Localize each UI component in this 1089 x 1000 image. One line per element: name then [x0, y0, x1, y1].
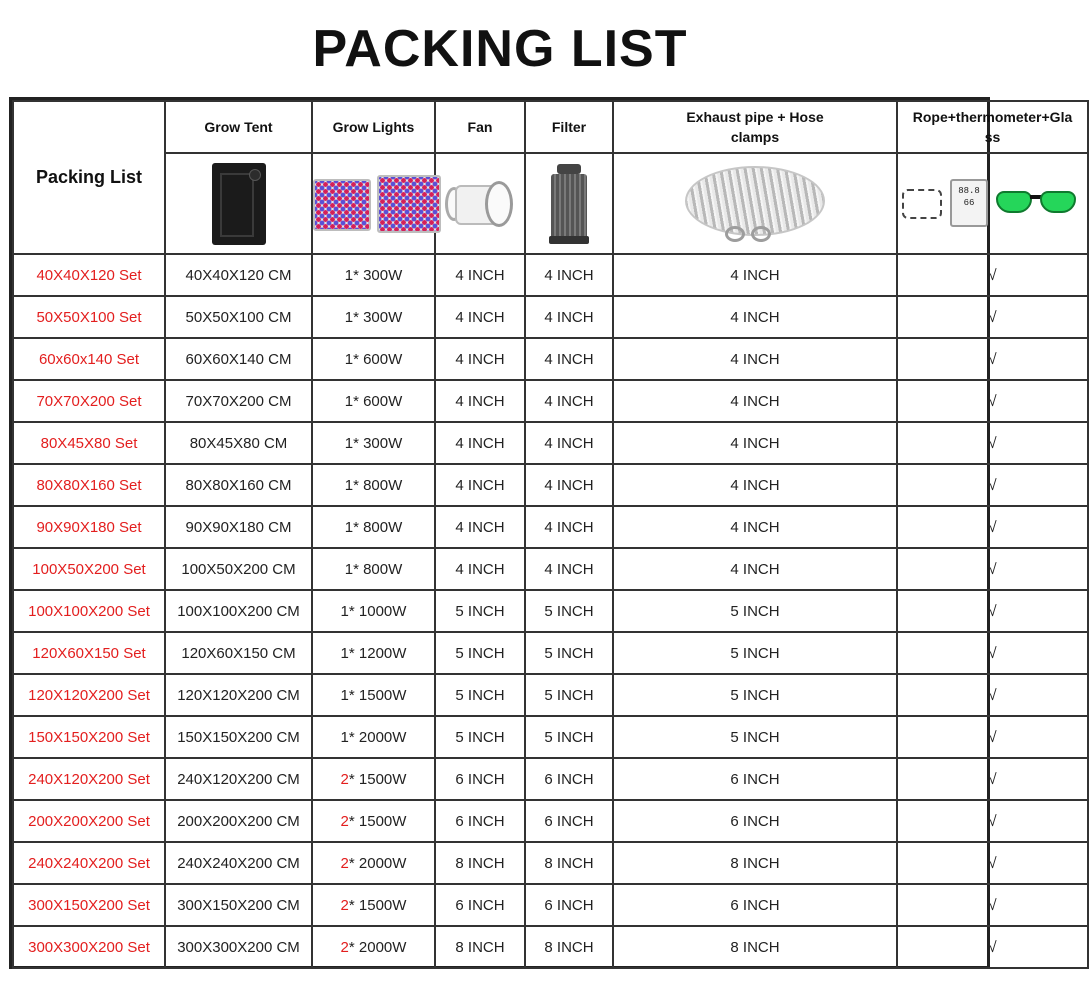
packing-table-frame: [9, 97, 1073, 969]
extras-check-cell: √: [897, 758, 1088, 800]
set-name-cell: 60x60x140 Set: [13, 338, 165, 380]
filter-size-cell: 4 INCH: [525, 464, 613, 506]
light-wattage: * 1500W: [348, 770, 407, 788]
light-wattage: * 1500W: [348, 896, 407, 914]
tent-size-cell: 300X150X200 CM: [165, 884, 312, 926]
light-wattage: * 1500W: [348, 812, 407, 830]
set-name-cell: 200X200X200 Set: [13, 800, 165, 842]
glasses-icon: [996, 187, 1084, 217]
exhaust-size-cell: 8 INCH: [613, 842, 897, 884]
exhaust-size-cell: 4 INCH: [613, 506, 897, 548]
light-quantity: 2: [340, 854, 349, 872]
page-title: PACKING LIST: [312, 20, 688, 78]
corner-label: Packing List: [13, 101, 165, 254]
extras-check-cell: √: [897, 632, 1088, 674]
fan-size-cell: 4 INCH: [435, 506, 525, 548]
light-quantity: 1: [344, 392, 354, 410]
filter-size-cell: 8 INCH: [525, 926, 613, 968]
extras-check-cell: √: [897, 674, 1088, 716]
fan-size-cell: 6 INCH: [435, 758, 525, 800]
table-row: [13, 464, 1088, 506]
light-quantity: 1: [340, 728, 349, 746]
exhaust-size-cell: 4 INCH: [613, 422, 897, 464]
fan-size-cell: 4 INCH: [435, 296, 525, 338]
light-wattage: * 800W: [353, 476, 403, 494]
light-wattage: * 2000W: [348, 728, 407, 746]
exhaust-size-cell: 4 INCH: [613, 254, 897, 296]
table-row: [13, 296, 1088, 338]
extras-check-cell: √: [897, 380, 1088, 422]
grow-light-cell: [312, 800, 435, 842]
filter-size-cell: 4 INCH: [525, 422, 613, 464]
tent-size-cell: 240X240X200 CM: [165, 842, 312, 884]
tent-size-cell: 150X150X200 CM: [165, 716, 312, 758]
header-exhaust-pipe: [613, 101, 897, 153]
exhaust-pipe-image-cell: [613, 153, 897, 254]
header-extras-line-1: Rope+thermometer+Gla: [912, 109, 1073, 125]
light-wattage: * 2000W: [348, 938, 407, 956]
exhaust-size-cell: 6 INCH: [613, 800, 897, 842]
set-name-cell: 120X120X200 Set: [13, 674, 165, 716]
fan-size-cell: 6 INCH: [435, 884, 525, 926]
table-row: [13, 380, 1088, 422]
table-row: [13, 632, 1088, 674]
tent-size-cell: 100X50X200 CM: [165, 548, 312, 590]
exhaust-size-cell: 5 INCH: [613, 590, 897, 632]
extras-check-cell: √: [897, 590, 1088, 632]
tent-size-cell: 60X60X140 CM: [165, 338, 312, 380]
extras-check-cell: √: [897, 800, 1088, 842]
set-name-cell: 50X50X100 Set: [13, 296, 165, 338]
header-fan: Fan: [435, 101, 525, 153]
light-wattage: * 2000W: [348, 854, 407, 872]
fan-size-cell: 4 INCH: [435, 380, 525, 422]
grow-light-cell: [312, 716, 435, 758]
tent-size-cell: 80X45X80 CM: [165, 422, 312, 464]
light-quantity: 1: [344, 308, 354, 326]
tent-size-cell: 50X50X100 CM: [165, 296, 312, 338]
filter-size-cell: 4 INCH: [525, 548, 613, 590]
header-extras-line-2: ss: [984, 129, 1001, 145]
extras-check-cell: √: [897, 422, 1088, 464]
tent-size-cell: 40X40X120 CM: [165, 254, 312, 296]
table-row: [13, 926, 1088, 968]
filter-size-cell: 5 INCH: [525, 632, 613, 674]
table-row: [13, 884, 1088, 926]
fan-size-cell: 5 INCH: [435, 590, 525, 632]
set-name-cell: 70X70X200 Set: [13, 380, 165, 422]
grow-lights-image-cell: [312, 153, 435, 254]
table-row: [13, 800, 1088, 842]
set-name-cell: 150X150X200 Set: [13, 716, 165, 758]
tent-size-cell: 100X100X200 CM: [165, 590, 312, 632]
grow-lights-image: [313, 171, 443, 237]
light-wattage: * 800W: [353, 518, 403, 536]
tent-size-cell: 200X200X200 CM: [165, 800, 312, 842]
light-quantity: 2: [340, 896, 349, 914]
filter-size-cell: 6 INCH: [525, 800, 613, 842]
light-quantity: 1: [340, 686, 349, 704]
light-wattage: * 1000W: [348, 602, 407, 620]
tent-size-cell: 120X60X150 CM: [165, 632, 312, 674]
fan-size-cell: 4 INCH: [435, 422, 525, 464]
exhaust-size-cell: 4 INCH: [613, 464, 897, 506]
light-quantity: 1: [344, 476, 354, 494]
light-quantity: 1: [344, 350, 354, 368]
light-wattage: * 300W: [353, 308, 403, 326]
table-row: [13, 758, 1088, 800]
filter-size-cell: 6 INCH: [525, 758, 613, 800]
grow-light-cell: [312, 758, 435, 800]
grow-light-cell: [312, 884, 435, 926]
exhaust-size-cell: 4 INCH: [613, 548, 897, 590]
tent-size-cell: 80X80X160 CM: [165, 464, 312, 506]
light-quantity: 1: [344, 518, 354, 536]
exhaust-size-cell: 4 INCH: [613, 338, 897, 380]
tent-size-cell: 300X300X200 CM: [165, 926, 312, 968]
packing-table: [12, 100, 1089, 969]
grow-light-cell: [312, 464, 435, 506]
light-wattage: * 600W: [353, 350, 403, 368]
fan-size-cell: 5 INCH: [435, 716, 525, 758]
set-name-cell: 300X150X200 Set: [13, 884, 165, 926]
fan-size-cell: 4 INCH: [435, 338, 525, 380]
table-row: [13, 590, 1088, 632]
grow-light-cell: [312, 422, 435, 464]
filter-image-cell: [525, 153, 613, 254]
header-filter: Filter: [525, 101, 613, 153]
fan-size-cell: 4 INCH: [435, 254, 525, 296]
header-grow-lights: Grow Lights: [312, 101, 435, 153]
table-row: [13, 422, 1088, 464]
header-extras: [897, 101, 1088, 153]
exhaust-size-cell: 4 INCH: [613, 296, 897, 338]
set-name-cell: 300X300X200 Set: [13, 926, 165, 968]
grow-light-cell: [312, 590, 435, 632]
exhaust-size-cell: 5 INCH: [613, 716, 897, 758]
light-quantity: 1: [340, 602, 349, 620]
light-quantity: 2: [340, 812, 349, 830]
filter-image: [549, 164, 589, 244]
set-name-cell: 90X90X180 Set: [13, 506, 165, 548]
exhaust-size-cell: 6 INCH: [613, 758, 897, 800]
table-row: [13, 548, 1088, 590]
table-row: [13, 716, 1088, 758]
filter-size-cell: 4 INCH: [525, 338, 613, 380]
grow-light-cell: [312, 506, 435, 548]
light-quantity: 1: [344, 266, 354, 284]
filter-size-cell: 4 INCH: [525, 296, 613, 338]
header-exhaust-line-1: Exhaust pipe + Hose: [686, 109, 824, 125]
set-name-cell: 240X120X200 Set: [13, 758, 165, 800]
table-row: [13, 338, 1088, 380]
filter-size-cell: 8 INCH: [525, 842, 613, 884]
grow-light-cell: [312, 632, 435, 674]
fan-size-cell: 6 INCH: [435, 800, 525, 842]
grow-tent-image: [212, 163, 266, 245]
header-grow-tent: Grow Tent: [165, 101, 312, 153]
tent-size-cell: 70X70X200 CM: [165, 380, 312, 422]
grow-light-cell: [312, 338, 435, 380]
filter-size-cell: 5 INCH: [525, 674, 613, 716]
grow-light-cell: [312, 296, 435, 338]
extras-check-cell: √: [897, 884, 1088, 926]
header-exhaust-line-2: clamps: [730, 129, 780, 145]
grow-light-cell: [312, 548, 435, 590]
thermometer-icon: 88.8 66: [950, 179, 988, 227]
filter-size-cell: 4 INCH: [525, 380, 613, 422]
fan-size-cell: 4 INCH: [435, 464, 525, 506]
grow-tent-image-cell: [165, 153, 312, 254]
fan-size-cell: 8 INCH: [435, 926, 525, 968]
set-name-cell: 120X60X150 Set: [13, 632, 165, 674]
grow-light-cell: [312, 926, 435, 968]
tent-size-cell: 240X120X200 CM: [165, 758, 312, 800]
fan-size-cell: 5 INCH: [435, 632, 525, 674]
tent-size-cell: 120X120X200 CM: [165, 674, 312, 716]
grow-light-cell: [312, 674, 435, 716]
light-wattage: * 300W: [353, 434, 403, 452]
light-wattage: * 1500W: [348, 686, 407, 704]
set-name-cell: 100X100X200 Set: [13, 590, 165, 632]
exhaust-size-cell: 8 INCH: [613, 926, 897, 968]
light-wattage: * 1200W: [348, 644, 407, 662]
fan-size-cell: 4 INCH: [435, 548, 525, 590]
extras-check-cell: √: [897, 254, 1088, 296]
extras-check-cell: √: [897, 296, 1088, 338]
filter-size-cell: 5 INCH: [525, 590, 613, 632]
table-row: [13, 506, 1088, 548]
table-row: [13, 842, 1088, 884]
set-name-cell: 40X40X120 Set: [13, 254, 165, 296]
set-name-cell: 80X80X160 Set: [13, 464, 165, 506]
table-row: [13, 254, 1088, 296]
light-quantity: 2: [340, 770, 349, 788]
tent-size-cell: 90X90X180 CM: [165, 506, 312, 548]
fan-image-cell: [435, 153, 525, 254]
light-wattage: * 300W: [353, 266, 403, 284]
extras-check-cell: √: [897, 338, 1088, 380]
exhaust-size-cell: 5 INCH: [613, 632, 897, 674]
extras-check-cell: √: [897, 716, 1088, 758]
filter-size-cell: 5 INCH: [525, 716, 613, 758]
fan-size-cell: 5 INCH: [435, 674, 525, 716]
exhaust-size-cell: 5 INCH: [613, 674, 897, 716]
light-quantity: 1: [344, 560, 354, 578]
set-name-cell: 240X240X200 Set: [13, 842, 165, 884]
packing-table-body: [13, 254, 1088, 968]
grow-light-cell: [312, 842, 435, 884]
exhaust-size-cell: 6 INCH: [613, 884, 897, 926]
exhaust-size-cell: 4 INCH: [613, 380, 897, 422]
light-wattage: * 800W: [353, 560, 403, 578]
extras-check-cell: √: [897, 464, 1088, 506]
extras-image-cell: [897, 153, 1088, 254]
grow-light-cell: [312, 254, 435, 296]
rope-hanger-icon: [902, 189, 942, 219]
set-name-cell: 100X50X200 Set: [13, 548, 165, 590]
light-quantity: 1: [340, 644, 349, 662]
extras-check-cell: √: [897, 548, 1088, 590]
filter-size-cell: 4 INCH: [525, 506, 613, 548]
set-name-cell: 80X45X80 Set: [13, 422, 165, 464]
light-quantity: 1: [344, 434, 354, 452]
table-row: [13, 674, 1088, 716]
exhaust-pipe-image: [685, 162, 825, 246]
filter-size-cell: 4 INCH: [525, 254, 613, 296]
extras-check-cell: √: [897, 842, 1088, 884]
light-quantity: 2: [340, 938, 349, 956]
rope-thermometer-glasses-image: [898, 169, 1088, 239]
extras-check-cell: √: [897, 506, 1088, 548]
fan-size-cell: 8 INCH: [435, 842, 525, 884]
fan-image: [445, 175, 515, 233]
filter-size-cell: 6 INCH: [525, 884, 613, 926]
grow-light-cell: [312, 380, 435, 422]
extras-check-cell: √: [897, 926, 1088, 968]
light-wattage: * 600W: [353, 392, 403, 410]
